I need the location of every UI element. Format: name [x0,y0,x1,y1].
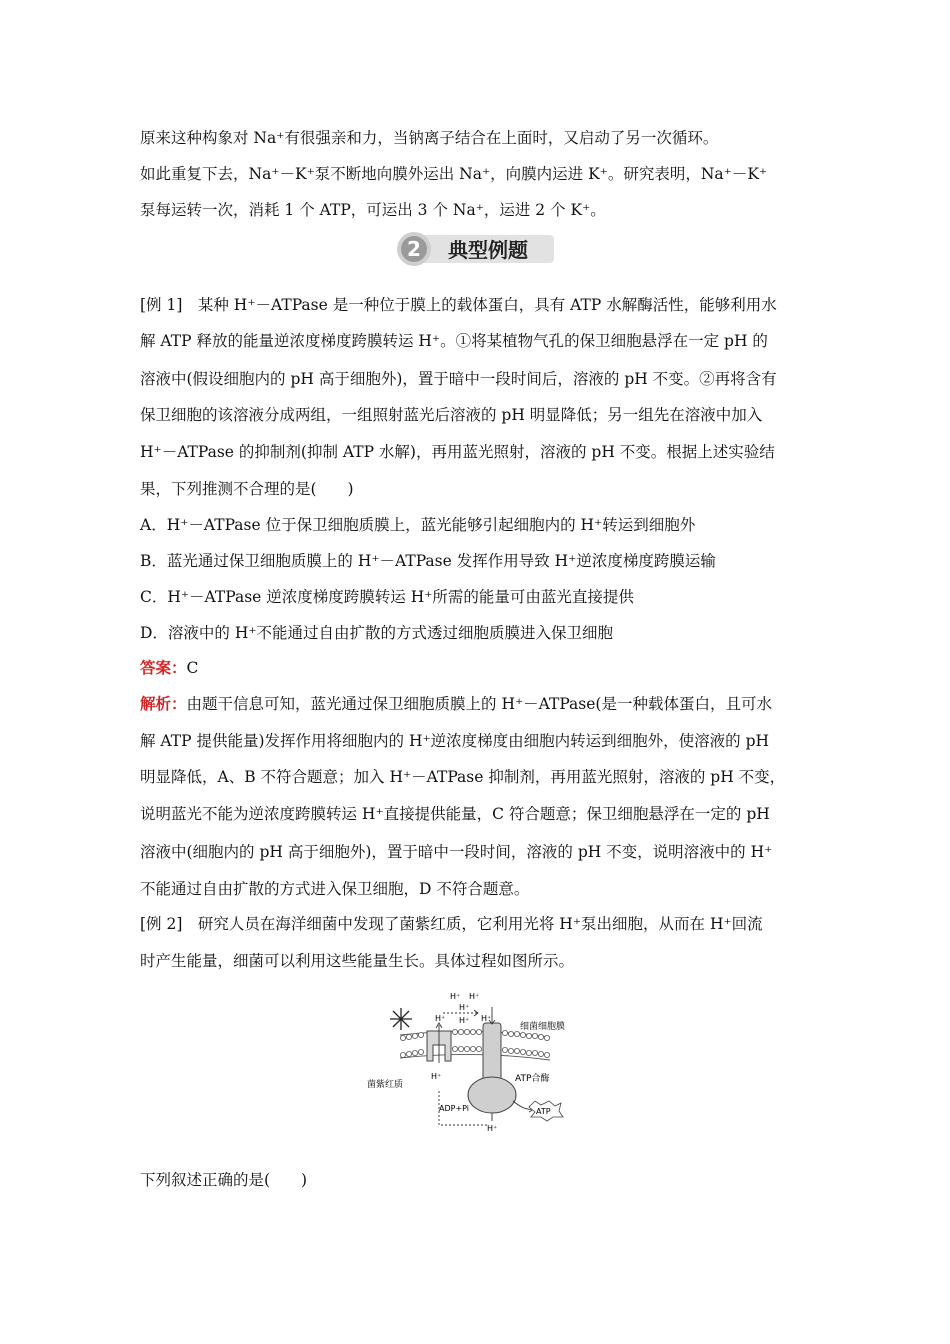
adp-label: ADP+Pi [439,1104,470,1113]
h-ion-label-2: H⁺ [469,992,480,1001]
ex1-line-1: [例 1] 某种 H⁺－ATPase 是一种位于膜上的载体蛋白，具有 ATP 水解酶活性，能够利用水 [140,296,777,314]
h-ion-label-5: H⁺ [459,1016,470,1025]
membrane-label: 细菌细胞膜 [520,1022,566,1032]
ex1-line-5: H⁺－ATPase 的抑制剂(抑制 ATP 水解)，再用蓝光照射，溶液的 pH 不变。根据上述实验结 [140,443,775,461]
intro-line-2: 如此重复下去，Na⁺－K⁺泵不断地向膜外运出 Na⁺，向膜内运进 K⁺。研究表明，Na⁺－K⁺ [140,165,768,183]
analysis-line-6: 不能通过自由扩散的方式进入保卫细胞，D 不符合题意。 [140,880,530,898]
h-ion-label-4: H⁺ [435,1014,446,1023]
atp-label: ATP [536,1107,551,1116]
ex2-question: 下列叙述正确的是( ) [140,1171,308,1189]
ex1-line-2: 解 ATP 释放的能量逆浓度梯度跨膜转运 H⁺。①将某植物气孔的保卫细胞悬浮在一定 pH 的 [140,332,768,350]
ex1-line-6: 果，下列推测不合理的是( ) [140,480,354,498]
analysis-line-5: 溶液中(细胞内的 pH 高于细胞外)，置于暗中一段时间，溶液的 pH 不变，说明溶液中的 H⁺ [140,843,773,861]
section-number: 2 [407,237,421,261]
atp-synthase-stalk [483,1023,501,1083]
analysis-line-1 [140,694,772,714]
analysis-line-2: 解 ATP 提供能量)发挥作用将细胞内的 H⁺逆浓度梯度由细胞内转运到细胞外，使溶液的 pH [140,732,770,750]
sun-icon [390,1008,412,1030]
answer-value: C [186,659,199,677]
analysis-label: 解析： [140,694,187,713]
option-a: A．H⁺－ATPase 位于保卫细胞质膜上，蓝光能够引起细胞内的 H⁺转运到细胞外 [140,516,696,534]
h-ion-label-3: H⁺ [459,1003,470,1012]
option-b: B．蓝光通过保卫细胞质膜上的 H⁺－ATPase 发挥作用导致 H⁺逆浓度梯度跨膜运输 [140,552,716,570]
protein-label: 菌紫红质 [367,1080,404,1090]
option-c: C．H⁺－ATPase 逆浓度梯度跨膜转运 H⁺所需的能量可由蓝光直接提供 [140,588,634,606]
answer-label: 答案： [140,658,187,677]
atp-synthase-head [468,1077,516,1113]
h-ion-label-1: H⁺ [450,992,461,1001]
ex1-line-3: 溶液中(假设细胞内的 pH 高于细胞外)，置于暗中一段时间后，溶液的 pH 不变。②再将含有 [140,370,777,388]
bacteriorhodopsin-figure [365,983,605,1133]
ex2-line-1: [例 2] 研究人员在海洋细菌中发现了菌紫红质，它利用光将 H⁺泵出细胞，从而在 H⁺回流 [140,915,763,933]
section-title: 典型例题 [448,238,528,262]
option-d: D．溶液中的 H⁺不能通过自由扩散的方式透过细胞质膜进入保卫细胞 [140,624,614,642]
section-banner [394,229,556,269]
answer-line [140,658,198,678]
intro-line-1: 原来这种构象对 Na⁺有很强亲和力，当钠离子结合在上面时，又启动了另一次循环。 [140,129,719,147]
analysis-line-3: 明显降低，A、B 不符合题意；加入 H⁺－ATPase 抑制剂，再用蓝光照射，溶液的 pH 不变， [140,768,786,786]
enzyme-label: ATP合酶 [515,1074,550,1084]
intro-line-3: 泵每运转一次，消耗 1 个 ATP，可运出 3 个 Na⁺，运进 2 个 K⁺。 [140,201,606,219]
analysis-text-1: 由题干信息可知，蓝光通过保卫细胞质膜上的 H⁺－ATPase(是一种载体蛋白，且可水 [186,695,772,713]
ex2-line-2: 时产生能量，细菌可以利用这些能量生长。具体过程如图所示。 [140,952,575,970]
h-ion-label-8: H⁺ [487,1124,498,1133]
h-ion-label-7: H⁺ [431,1072,442,1081]
lipid-heads [400,1029,549,1057]
ex1-line-4: 保卫细胞的该溶液分成两组，一组照射蓝光后溶液的 pH 明显降低；另一组先在溶液中加入 [140,406,763,424]
analysis-line-4: 说明蓝光不能为逆浓度跨膜转运 H⁺直接提供能量，C 符合题意；保卫细胞悬浮在一定的 pH [140,805,770,823]
h-ion-label-6: H⁺ [481,1014,492,1023]
